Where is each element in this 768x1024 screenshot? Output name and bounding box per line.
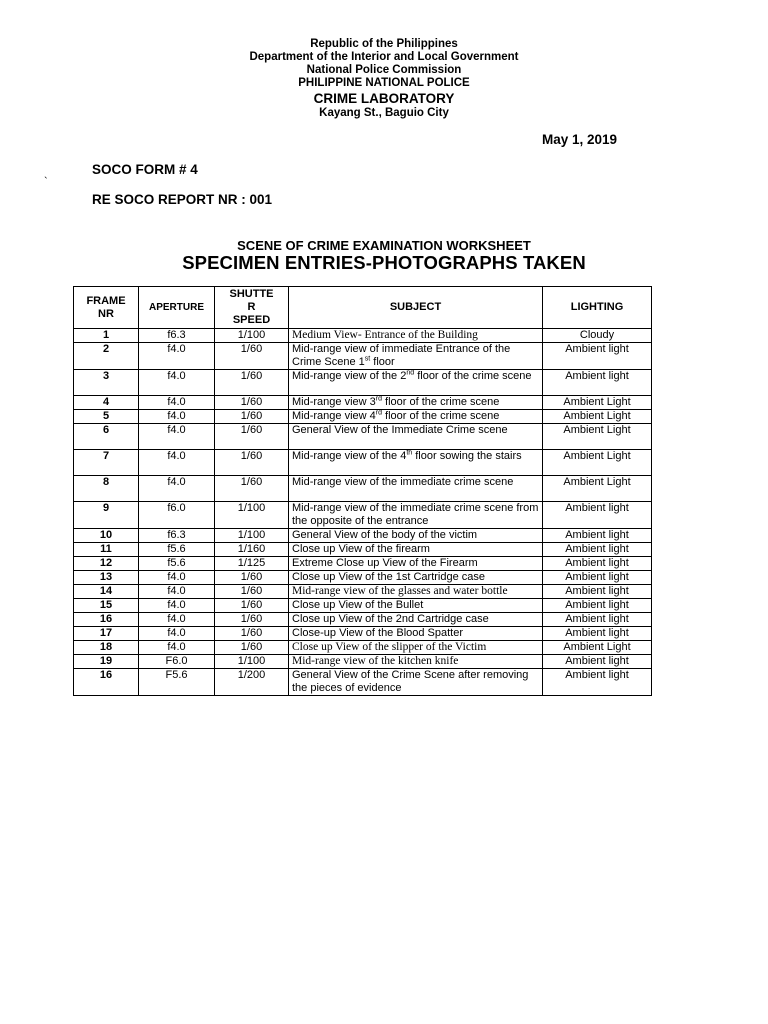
header-address: Kayang St., Baguio City	[319, 107, 449, 119]
table-row	[74, 450, 652, 476]
cell-shutter: 1/60	[215, 585, 289, 599]
cell-aperture: f4.0	[139, 450, 215, 476]
cell-shutter: 1/60	[215, 476, 289, 502]
table-row	[74, 410, 652, 424]
cell-subject: Close up View of the 2nd Cartridge case	[289, 613, 543, 627]
cell-frame: 5	[74, 410, 139, 424]
cell-aperture: f4.0	[139, 476, 215, 502]
cell-frame: 2	[74, 343, 139, 370]
cell-frame: 7	[74, 450, 139, 476]
cell-shutter: 1/60	[215, 599, 289, 613]
cell-frame: 16	[74, 669, 139, 696]
cell-frame: 4	[74, 396, 139, 410]
table-row	[74, 585, 652, 599]
table-row	[74, 599, 652, 613]
cell-aperture: f6.3	[139, 329, 215, 343]
cell-subject: General View of the Crime Scene after removing the pieces of evidence	[289, 669, 543, 696]
cell-frame: 3	[74, 370, 139, 396]
cell-subject: Mid-range view 3rd floor of the crime scene	[289, 396, 543, 410]
cell-shutter: 1/125	[215, 557, 289, 571]
cell-subject: Mid-range view 4rd floor of the crime scene	[289, 410, 543, 424]
table-row	[74, 669, 652, 696]
cell-shutter: 1/100	[215, 329, 289, 343]
cell-lighting: Cloudy	[543, 329, 652, 343]
cell-subject: Close up View of the 1st Cartridge case	[289, 571, 543, 585]
worksheet-title: SCENE OF CRIME EXAMINATION WORKSHEET	[237, 238, 531, 253]
photographs-table	[73, 286, 652, 696]
cell-aperture: f4.0	[139, 599, 215, 613]
table-row	[74, 641, 652, 655]
cell-frame: 13	[74, 571, 139, 585]
table-row	[74, 543, 652, 557]
table-row	[74, 557, 652, 571]
cell-frame: 14	[74, 585, 139, 599]
table-row	[74, 396, 652, 410]
table-header-row	[74, 287, 652, 329]
cell-subject: Medium View- Entrance of the Building	[289, 329, 543, 343]
cell-frame: 10	[74, 529, 139, 543]
cell-lighting: Ambient light	[543, 343, 652, 370]
cell-subject: Extreme Close up View of the Firearm	[289, 557, 543, 571]
cell-aperture: f5.6	[139, 543, 215, 557]
cell-lighting: Ambient light	[543, 599, 652, 613]
cell-aperture: f4.0	[139, 613, 215, 627]
cell-frame: 12	[74, 557, 139, 571]
cell-frame: 9	[74, 502, 139, 529]
cell-frame: 11	[74, 543, 139, 557]
header-pnp: PHILIPPINE NATIONAL POLICE	[298, 77, 470, 89]
table-row	[74, 343, 652, 370]
cell-shutter: 1/60	[215, 641, 289, 655]
table-row	[74, 370, 652, 396]
stray-mark: `	[44, 176, 48, 188]
cell-subject: Mid-range view of the kitchen knife	[289, 655, 543, 669]
cell-subject: General View of the body of the victim	[289, 529, 543, 543]
cell-lighting: Ambient light	[543, 543, 652, 557]
header-subject: SUBJECT	[289, 287, 543, 329]
table-row	[74, 502, 652, 529]
header-crime-laboratory: CRIME LABORATORY	[313, 91, 455, 106]
cell-aperture: f4.0	[139, 641, 215, 655]
cell-lighting: Ambient light	[543, 627, 652, 641]
document-date: May 1, 2019	[542, 132, 618, 147]
header-lighting: LIGHTING	[543, 287, 652, 329]
table-row	[74, 329, 652, 343]
cell-subject: General View of the Immediate Crime scene	[289, 424, 543, 450]
header-frame: FRAME NR	[74, 287, 139, 329]
cell-subject: Mid-range view of the immediate crime scene	[289, 476, 543, 502]
cell-lighting: Ambient Light	[543, 476, 652, 502]
cell-subject: Close up View of the firearm	[289, 543, 543, 557]
cell-aperture: f4.0	[139, 370, 215, 396]
cell-lighting: Ambient light	[543, 669, 652, 696]
cell-subject: Close up View of the Bullet	[289, 599, 543, 613]
table-row	[74, 529, 652, 543]
table-row	[74, 424, 652, 450]
cell-frame: 19	[74, 655, 139, 669]
cell-shutter: 1/160	[215, 543, 289, 557]
cell-lighting: Ambient Light	[543, 641, 652, 655]
cell-frame: 1	[74, 329, 139, 343]
cell-frame: 18	[74, 641, 139, 655]
form-number: SOCO FORM # 4	[92, 162, 198, 177]
cell-lighting: Ambient light	[543, 370, 652, 396]
cell-subject: Mid-range view of the 4th floor sowing the stairs	[289, 450, 543, 476]
cell-aperture: F6.0	[139, 655, 215, 669]
cell-lighting: Ambient light	[543, 529, 652, 543]
cell-lighting: Ambient Light	[543, 410, 652, 424]
cell-shutter: 1/100	[215, 502, 289, 529]
cell-subject: Mid-range view of the 2nd floor of the crime scene	[289, 370, 543, 396]
cell-lighting: Ambient light	[543, 571, 652, 585]
cell-lighting: Ambient Light	[543, 424, 652, 450]
cell-shutter: 1/60	[215, 613, 289, 627]
cell-shutter: 1/60	[215, 410, 289, 424]
cell-subject: Mid-range view of the immediate crime scene from the opposite of the entrance	[289, 502, 543, 529]
cell-shutter: 1/60	[215, 424, 289, 450]
cell-lighting: Ambient Light	[543, 396, 652, 410]
cell-shutter: 1/60	[215, 343, 289, 370]
cell-subject: Close-up View of the Blood Spatter	[289, 627, 543, 641]
cell-aperture: f6.3	[139, 529, 215, 543]
header-shutter-speed: SHUTTE R SPEED	[215, 287, 289, 329]
cell-aperture: f4.0	[139, 571, 215, 585]
cell-aperture: f4.0	[139, 627, 215, 641]
cell-aperture: f6.0	[139, 502, 215, 529]
document-header	[0, 38, 768, 120]
table-row	[74, 655, 652, 669]
cell-lighting: Ambient light	[543, 585, 652, 599]
cell-lighting: Ambient light	[543, 502, 652, 529]
cell-shutter: 1/60	[215, 450, 289, 476]
table-row	[74, 476, 652, 502]
cell-aperture: F5.6	[139, 669, 215, 696]
cell-shutter: 1/60	[215, 370, 289, 396]
table-row	[74, 571, 652, 585]
cell-aperture: f4.0	[139, 585, 215, 599]
cell-shutter: 1/100	[215, 529, 289, 543]
cell-shutter: 1/60	[215, 627, 289, 641]
header-republic: Republic of the Philippines	[310, 38, 458, 50]
cell-frame: 8	[74, 476, 139, 502]
cell-frame: 17	[74, 627, 139, 641]
cell-lighting: Ambient light	[543, 655, 652, 669]
cell-aperture: f4.0	[139, 396, 215, 410]
cell-shutter: 1/60	[215, 571, 289, 585]
cell-lighting: Ambient light	[543, 613, 652, 627]
cell-lighting: Ambient Light	[543, 450, 652, 476]
cell-frame: 6	[74, 424, 139, 450]
cell-aperture: f4.0	[139, 424, 215, 450]
table-row	[74, 627, 652, 641]
table-row	[74, 613, 652, 627]
cell-subject: Mid-range view of the glasses and water bottle	[289, 585, 543, 599]
cell-subject: Mid-range view of immediate Entrance of the Crime Scene 1st floor	[289, 343, 543, 370]
cell-subject: Close up View of the slipper of the Victim	[289, 641, 543, 655]
cell-shutter: 1/100	[215, 655, 289, 669]
header-department: Department of the Interior and Local Government	[249, 51, 519, 63]
cell-frame: 16	[74, 613, 139, 627]
cell-aperture: f4.0	[139, 410, 215, 424]
cell-aperture: f4.0	[139, 343, 215, 370]
cell-shutter: 1/200	[215, 669, 289, 696]
cell-lighting: Ambient light	[543, 557, 652, 571]
cell-shutter: 1/60	[215, 396, 289, 410]
cell-aperture: f5.6	[139, 557, 215, 571]
header-commission: National Police Commission	[306, 64, 462, 76]
cell-frame: 15	[74, 599, 139, 613]
worksheet-subtitle: SPECIMEN ENTRIES-PHOTOGRAPHS TAKEN	[182, 252, 586, 273]
header-aperture: APERTURE	[139, 287, 215, 329]
report-number: RE SOCO REPORT NR : 001	[92, 192, 273, 207]
